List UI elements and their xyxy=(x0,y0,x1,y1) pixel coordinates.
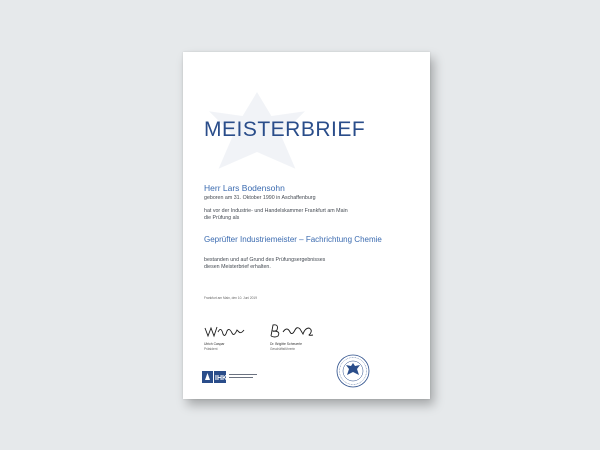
signatory-2-name: Dr. Brigitte Scheuerle xyxy=(270,342,303,346)
chamber-line-2: die Prüfung als xyxy=(204,215,240,221)
signatory-1-role: Präsident xyxy=(204,347,218,351)
svg-text:IHK: IHK xyxy=(215,375,228,382)
signatory-1-name: Ulrich Caspar xyxy=(204,342,225,346)
birth-line: geboren am 31. Oktober 1990 in Aschaffenburg xyxy=(204,195,316,201)
holder-name: Herr Lars Bodensohn xyxy=(204,183,285,193)
signatory-2-role: Geschäftsführerin xyxy=(270,347,296,351)
place-date: Frankfurt am Main, den 10. Juni 2019 xyxy=(204,296,257,300)
certificate-document xyxy=(183,52,430,399)
signature-2 xyxy=(267,322,317,340)
qualification-title: Geprüfter Industriemeister – Fachrichtung Chemie xyxy=(204,235,382,244)
ihk-logo xyxy=(202,370,260,384)
chamber-line-1: hat vor der Industrie- und Handelskammer Frankfurt am Main xyxy=(204,208,348,214)
certificate-title: MEISTERBRIEF xyxy=(204,118,366,141)
official-seal-icon xyxy=(336,354,370,388)
signature-1 xyxy=(203,322,247,340)
result-line-2: diesen Meisterbrief erhalten. xyxy=(204,264,271,270)
result-line-1: bestanden und auf Grund des Prüfungsergebnisses xyxy=(204,257,326,263)
